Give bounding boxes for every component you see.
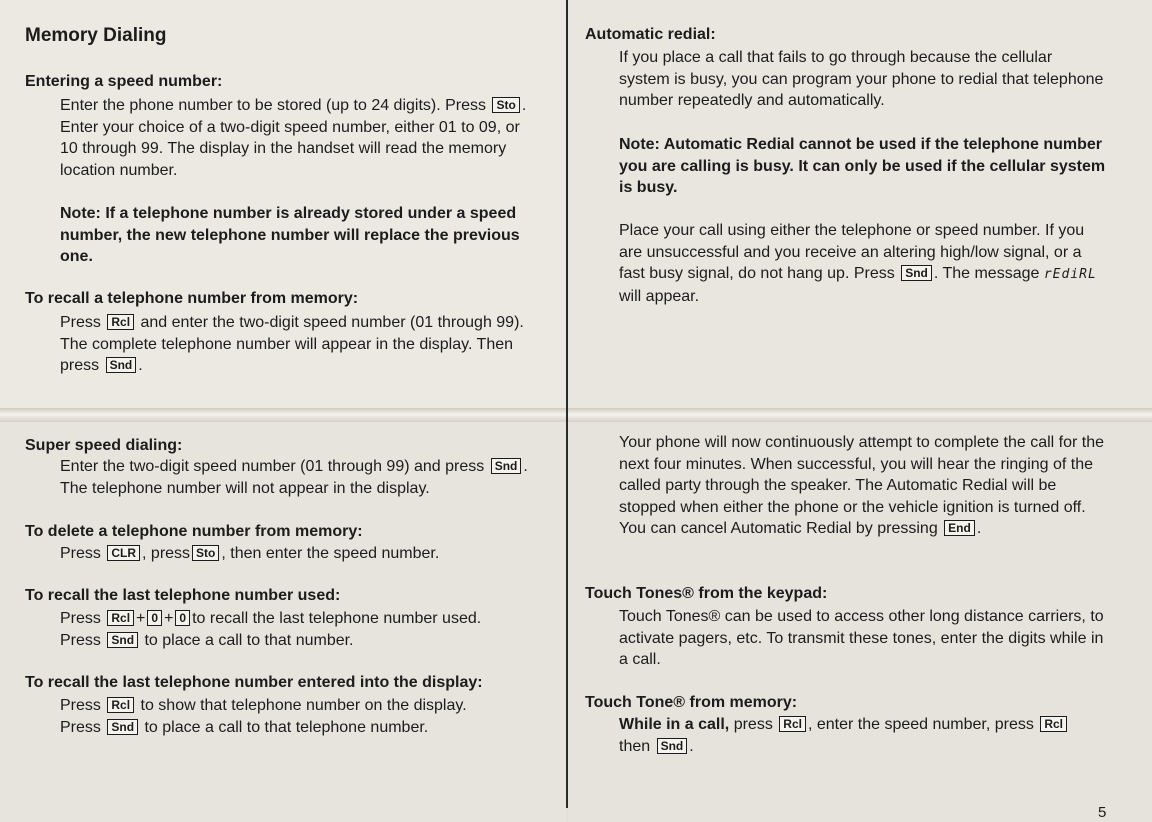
text-run: then — [619, 737, 651, 755]
horizontal-fold — [0, 408, 1152, 422]
note-overwrite: Note: If a telephone number is already stored under a speed number, the new telephone number will replace the previous one. — [60, 205, 520, 265]
recall-last-entered-line-1 — [60, 695, 540, 717]
text-run: Press — [60, 314, 101, 331]
text-run: Press — [60, 632, 101, 649]
recall-from-memory-heading: To recall a telephone number from memory: — [25, 290, 359, 307]
text-run: Enter the two-digit speed number (01 through 99) and press — [60, 458, 485, 475]
page-number: 5 — [1098, 804, 1107, 821]
text-run: Your phone will now continuously attempt to complete the call for the next four minutes. When successful, you will hear the ringing of the called party through the speaker. The Automatic Redial will be stopped when either the phone or the vehicle ignition is turned off. You can cancel Automatic Redial by pressing — [619, 434, 1105, 537]
snd-key: Snd — [107, 719, 138, 735]
text-run: Place your call using either the telephone or speed number. If you are unsuccessful and you receive an altering high/low signal, or a fast busy signal, do not hang up. Press — [619, 222, 1085, 282]
delete-number-text — [60, 543, 540, 565]
end-key: End — [944, 520, 975, 536]
snd-key: Snd — [107, 632, 138, 648]
snd-key: Snd — [901, 265, 932, 281]
entering-speed-number-heading: Entering a speed number: — [25, 73, 223, 90]
text-run: . Enter your choice of a two-digit speed number, either 01 to 09, or 10 through 99. The display in the handset will read the memory location number. — [60, 97, 527, 179]
touch-tones-keypad-text: Touch Tones® can be used to access other long distance carriers, to activate pagers, etc. To transmit these tones, enter the digits while in a call. — [619, 608, 1104, 668]
recall-last-entered-heading: To recall the last telephone number entered into the display: — [25, 674, 483, 691]
recall-from-memory-text — [60, 312, 535, 377]
text-run: , then enter the speed number. — [221, 545, 440, 562]
entering-speed-number-text — [60, 95, 540, 181]
rcl-key: Rcl — [779, 716, 806, 732]
sto-key: Sto — [492, 97, 519, 113]
rcl-key: Rcl — [107, 697, 134, 713]
text-run: Press — [60, 719, 101, 736]
text-run: to show that telephone number on the display. — [140, 697, 467, 714]
text-run: , enter the speed number, press — [807, 716, 1034, 733]
automatic-redial-intro: If you place a call that fails to go through because the cellular system is busy, you can program your phone to redial that telephone number repeatedly and automatically. — [619, 49, 1104, 109]
page-title: Memory Dialing — [25, 25, 167, 46]
rcl-key: Rcl — [107, 314, 134, 330]
recall-last-used-line-2 — [60, 630, 540, 652]
text-run: While in a call, — [619, 716, 730, 733]
automatic-redial-note: Note: Automatic Redial cannot be used if the telephone number you are calling is busy. It can only be used if the cellular system is busy. — [619, 136, 1106, 196]
super-speed-heading: Super speed dialing: — [25, 437, 183, 454]
automatic-redial-heading: Automatic redial: — [585, 26, 716, 43]
touch-tone-memory-heading: Touch Tone® from memory: — [585, 694, 798, 711]
text-run: Press — [60, 697, 101, 714]
text-run: . — [138, 357, 143, 374]
zero-key: 0 — [175, 610, 190, 626]
text-run: , press — [142, 545, 191, 562]
touch-tones-keypad-heading: Touch Tones® from the keypad: — [585, 585, 828, 602]
text-run: . The message — [933, 265, 1040, 282]
snd-key: Snd — [657, 738, 688, 754]
delete-number-heading: To delete a telephone number from memory: — [25, 523, 363, 540]
vertical-fold — [566, 0, 568, 808]
text-run: Enter the phone number to be stored (up to 24 digits). Press — [60, 97, 487, 114]
text-run: . — [689, 737, 694, 755]
zero-key: 0 — [147, 610, 162, 626]
rcl-key: Rcl — [1040, 716, 1067, 732]
text-run: . — [976, 520, 982, 537]
recall-last-used-line-1 — [60, 608, 550, 630]
snd-key: Snd — [491, 458, 522, 474]
redial-continuation — [619, 432, 1109, 540]
super-speed-text — [60, 456, 535, 499]
text-run: . The telephone number will not appear in the display. — [60, 458, 528, 497]
text-run: Press — [60, 545, 101, 562]
text-run: to place a call to that number. — [144, 632, 354, 649]
recall-last-used-heading: To recall the last telephone number used: — [25, 587, 341, 604]
recall-last-entered-line-2 — [60, 717, 540, 739]
text-run: to recall the last telephone number used. — [192, 610, 482, 627]
redial-display-message: rEdiRL — [1043, 267, 1097, 282]
text-run: and enter the two-digit speed number (01 through 99). The complete telephone number will appear in the display. Then press — [60, 314, 524, 374]
snd-key: Snd — [106, 357, 137, 373]
sto-key: Sto — [192, 545, 219, 561]
touch-tone-memory-text — [619, 714, 1089, 757]
text-run: to place a call to that telephone number. — [144, 719, 429, 736]
plus-sign: + — [164, 610, 174, 627]
clr-key: CLR — [107, 545, 140, 561]
rcl-key: Rcl — [107, 610, 134, 626]
text-run: press — [733, 716, 773, 733]
text-run: will appear. — [619, 287, 700, 305]
plus-sign: + — [136, 610, 146, 627]
text-run: Press — [60, 610, 101, 627]
automatic-redial-instructions — [619, 220, 1109, 307]
